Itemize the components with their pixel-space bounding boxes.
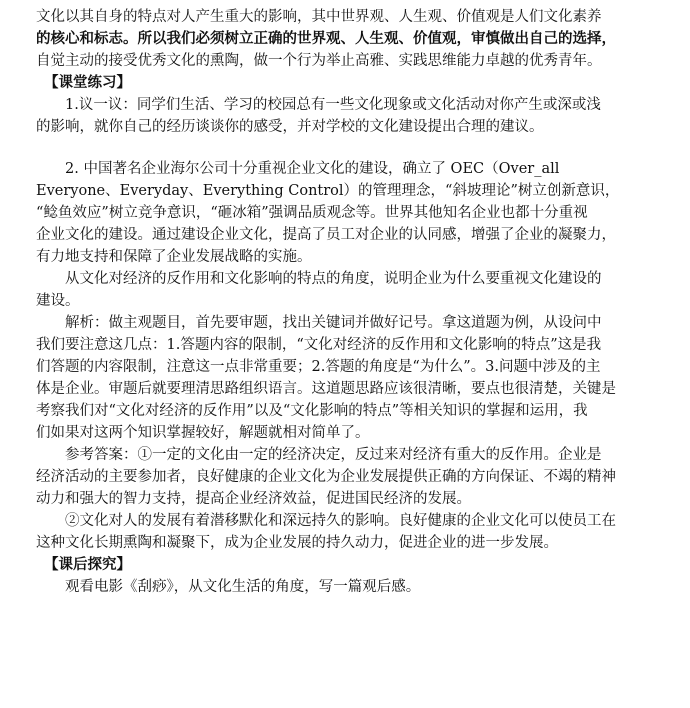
- question-2-line-1: 2. 中国著名企业海尔公司十分重视企业文化的建设，确立了 OEC（Over_all: [65, 161, 560, 177]
- question-2-line-3: “鲶鱼效应”树立竞争意识，“砸冰箱”强调品质观念等。世界其他知名企业也都十分重视: [36, 205, 588, 221]
- answer-2-line-2: 这种文化长期熏陶和凝聚下，成为企业发展的持久动力，促进企业的进一步发展。: [36, 535, 558, 551]
- answer-2-line-1: ②文化对人的发展有着潜移默化和深远持久的影响。良好健康的企业文化可以使员工在: [65, 513, 616, 529]
- question-2-prompt-line-1: 从文化对经济的反作用和文化影响的特点的角度，说明企业为什么要重视文化建设的: [65, 271, 602, 287]
- intro-line-2: 的核心和标志。所以我们必须树立正确的世界观、人生观、价值观，审慎做出自己的选择，: [36, 30, 616, 47]
- analysis-line-3: 们答题的内容限制，注意这一点非常重要；2.答题的角度是“为什么”。3.问题中涉及的主: [36, 359, 601, 375]
- answer-1-line-1: 参考答案：①一定的文化由一定的经济决定，反过来对经济有重大的反作用。企业是: [65, 447, 602, 463]
- answer-1-line-2: 经济活动的主要参加者，良好健康的企业文化为企业发展提供正确的方向保证、不竭的精神: [36, 469, 616, 485]
- heading-classroom-practice: 【课堂练习】: [44, 74, 131, 91]
- question-2-line-4: 企业文化的建设。通过建设企业文化，提高了员工对企业的认同感，增强了企业的凝聚力，: [36, 227, 616, 243]
- question-2-line-5: 有力地支持和保障了企业发展战略的实施。: [36, 249, 312, 265]
- analysis-line-2: 我们要注意这几点：1.答题内容的限制，“文化对经济的反作用和文化影响的特点”这是我: [36, 337, 602, 353]
- question-2-prompt-line-2: 建设。: [36, 293, 80, 309]
- intro-line-1: 文化以其自身的特点对人产生重大的影响，其中世界观、人生观、价值观是人们文化素养: [36, 9, 602, 25]
- question-1-line-1: 1.议一议：同学们生活、学习的校园总有一些文化现象或文化活动对你产生或深或浅: [65, 97, 601, 113]
- analysis-line-1: 解析：做主观题目，首先要审题，找出关键词并做好记号。拿这道题为例，从设问中: [65, 315, 602, 331]
- paragraph-gap: [36, 138, 668, 158]
- heading-after-class-inquiry: 【课后探究】: [44, 556, 131, 573]
- question-2-line-2: Everyone、Everyday、Everything Control）的管理理念，“斜坡理论”树立创新意识，: [36, 183, 620, 199]
- intro-line-3: 自觉主动的接受优秀文化的熏陶，做一个行为举止高雅、实践思维能力卓越的优秀青年。: [36, 53, 602, 69]
- analysis-line-4: 体是企业。审题后就要理清思路组织语言。这道题思路应该很清晰，要点也很清楚，关键是: [36, 381, 616, 397]
- analysis-line-5: 考察我们对“文化对经济的反作用”以及“文化影响的特点”等相关知识的掌握和运用，我: [36, 403, 588, 419]
- question-1-line-2: 的影响，就你自己的经历谈谈你的感受，并对学校的文化建设提出合理的建议。: [36, 119, 544, 135]
- answer-1-line-3: 动力和强大的智力支持，提高企业经济效益，促进国民经济的发展。: [36, 491, 471, 507]
- homework-line: 观看电影《刮痧》，从文化生活的角度，写一篇观后感。: [65, 579, 421, 595]
- analysis-line-6: 们如果对这两个知识掌握较好，解题就相对简单了。: [36, 425, 370, 441]
